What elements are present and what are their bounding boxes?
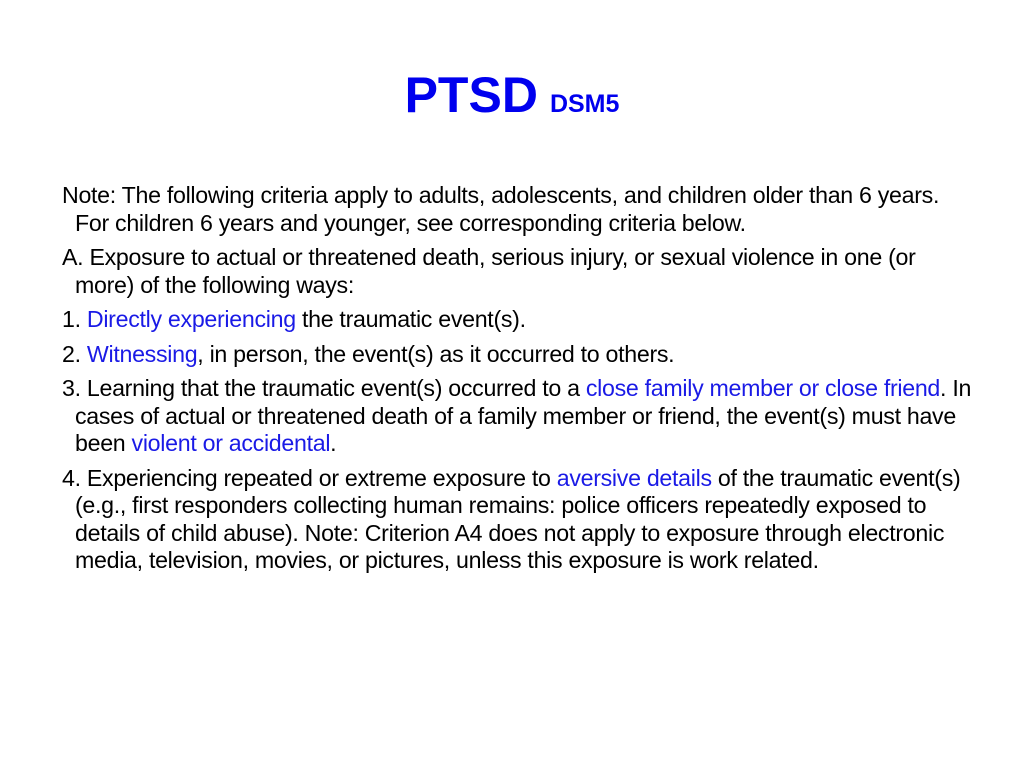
item-1-prefix: 1. — [62, 306, 87, 332]
item-3-prefix: 3. Learning that the traumatic event(s) occurred to a — [62, 375, 586, 401]
item-1-paragraph — [62, 306, 972, 334]
title-subtitle: DSM5 — [549, 90, 620, 118]
item-3-suffix: . — [330, 430, 337, 456]
criterion-a-paragraph — [62, 244, 972, 299]
item-2-suffix: , in person, the event(s) as it occurred to others. — [197, 340, 675, 367]
item-3-middle: . In cases of actual or threatened death of a family member or friend, the event(s) must have been — [75, 375, 972, 456]
slide-title — [0, 66, 1024, 124]
criterion-a-text: A. Exposure to actual or threatened death, serious injury, or sexual violence in one (or more) of the following ways: — [62, 244, 916, 298]
note-text: Note: The following criteria apply to adults, adolescents, and children older than 6 years. For children 6 years and younger, see corresponding criteria below. — [62, 182, 940, 236]
item-2-prefix: 2. — [62, 340, 87, 367]
item-2-highlight: Witnessing — [86, 340, 198, 367]
item-4-highlight: aversive details — [556, 464, 712, 491]
item-4-paragraph — [62, 465, 972, 575]
item-1-highlight: Directly experiencing — [86, 306, 296, 332]
item-3-paragraph — [62, 375, 972, 458]
item-2-paragraph — [62, 341, 972, 369]
item-4-prefix: 4. Experiencing repeated or extreme exposure to — [62, 464, 557, 491]
title-main: PTSD — [404, 67, 538, 123]
note-paragraph — [62, 182, 972, 237]
item-1-suffix: the traumatic event(s). — [295, 306, 526, 332]
item-3-highlight-1: close family member or close friend — [585, 375, 941, 401]
slide-body — [62, 182, 972, 582]
item-4-suffix: of the traumatic event(s) (e.g., first responders collecting human remains: police officers repeatedly exposed to details of child abuse). Note: Criterion A4 does not apply to exposure through electronic media, television, movies, or pictures, unless this exposure is work related. — [75, 464, 961, 573]
item-3-highlight-2: violent or accidental — [131, 430, 331, 456]
